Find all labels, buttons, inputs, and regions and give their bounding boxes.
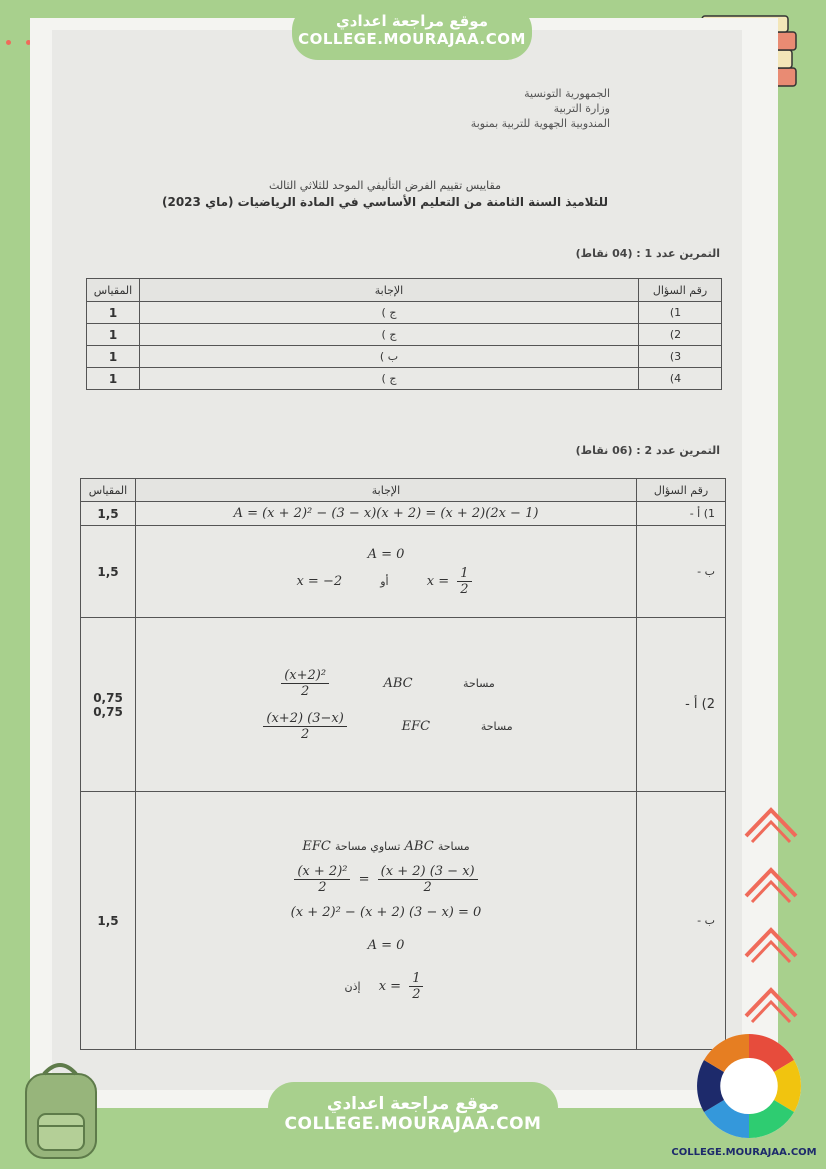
exercise-1-table [86, 278, 722, 390]
table-row [87, 368, 722, 390]
title-line-1: مقاييس تقييم الفرض التأليفي الموحد للثلاثي الثالث [269, 179, 501, 192]
answer-cell [136, 792, 637, 1050]
equation: A = 0 [367, 546, 405, 562]
header-country: الجمهورية التونسية [524, 87, 610, 100]
logo-caption: COLLEGE.MOURAJAA.COM [671, 1147, 817, 1158]
title-line-2: للتلاميذ السنة الثامنة من التعليم الأساسي في المادة الرياضيات (ماي 2023) [162, 195, 608, 209]
numerator: (x+2) (3−x) [263, 711, 346, 727]
col-answer: الإجابة [136, 479, 637, 502]
solutions [137, 566, 635, 597]
question-cell: 4) [639, 368, 722, 390]
table-row [87, 346, 722, 368]
exercise-1-heading: التمرين عدد 1 : (04 نقاط) [575, 247, 720, 260]
numerator: (x + 2) (3 − x) [378, 864, 478, 880]
statement-text: مساحة [437, 840, 470, 853]
score-cell: 1,5 [81, 792, 136, 1050]
site-url: COLLEGE.MOURAJAA.COM [298, 30, 526, 48]
col-score: المقياس [81, 479, 136, 502]
table-row [81, 502, 726, 526]
header-ministry: وزارة التربية [553, 102, 610, 115]
question-cell: 2) [639, 324, 722, 346]
fraction [263, 711, 346, 742]
conclusion [137, 971, 635, 1002]
denominator: 2 [300, 726, 310, 742]
fraction [378, 864, 478, 895]
fraction [409, 971, 423, 1002]
numerator: 1 [457, 566, 471, 582]
question-cell: 1) [639, 302, 722, 324]
site-name: موقع مراجعة اعدادي [336, 12, 488, 30]
triangle-label: ABC [383, 675, 413, 691]
question-cell: ب - [637, 792, 726, 1050]
score-cell [81, 618, 136, 792]
score-cell: 1,5 [81, 526, 136, 618]
triangle-label: EFC [302, 839, 331, 854]
answer-cell [136, 618, 637, 792]
answer-cell: ج ) [140, 324, 639, 346]
answer-cell: ج ) [140, 368, 639, 390]
col-question: رقم السؤال [637, 479, 726, 502]
question-cell: 2) أ - [637, 618, 726, 792]
exercise-2-table [80, 478, 726, 1050]
denominator: 2 [423, 880, 432, 895]
conclusion-word: إذن [344, 980, 361, 993]
score-cell: 1,5 [81, 502, 136, 526]
col-score: المقياس [87, 279, 140, 302]
or-word: أو [380, 574, 389, 588]
answer-cell: A = (x + 2)² − (3 − x)(x + 2) = (x + 2)(2x − 1) [136, 502, 637, 526]
answer-cell [136, 526, 637, 618]
area-efc [137, 711, 635, 742]
table-row [87, 324, 722, 346]
numerator: (x+2)² [281, 668, 329, 684]
score-cell: 1 [87, 368, 140, 390]
statement [137, 839, 635, 854]
denominator: 2 [318, 880, 327, 895]
equation-2: (x + 2)² − (x + 2) (3 − x) = 0 [290, 905, 482, 920]
site-banner-bottom[interactable] [268, 1082, 558, 1148]
equation-fractions: $\frac{\text{(x + 2)²}}{2}$ = $\frac{(x + 2) (3 - x)}{2}$ [137, 864, 635, 895]
document-title [150, 178, 620, 211]
fraction [457, 566, 471, 597]
numerator: (x + 2)² [294, 864, 350, 880]
triangle-label: EFC [401, 718, 431, 734]
fraction [294, 864, 350, 895]
question-cell: 1) أ - [637, 502, 726, 526]
score-cell: 1 [87, 302, 140, 324]
chevron-up-icon [738, 792, 804, 858]
denominator: 2 [460, 581, 469, 597]
solution-1: x = −2 [296, 573, 343, 589]
site-logo-icon [696, 1020, 802, 1160]
score-cell: 1 [87, 324, 140, 346]
solution-2-lhs: x = [426, 573, 450, 589]
col-question: رقم السؤال [639, 279, 722, 302]
exercise-2-heading: التمرين عدد 2 : (06 نقاط) [575, 444, 720, 457]
score-cell: 1 [87, 346, 140, 368]
denominator: 2 [412, 987, 421, 1002]
document-header [470, 86, 610, 131]
answer-cell: ج ) [140, 302, 639, 324]
conclusion-lhs: x = [378, 979, 402, 994]
table-row [81, 792, 726, 1050]
statement-text: تساوي مساحة [335, 840, 401, 853]
area-word: مساحة [463, 676, 495, 690]
equation-3: A = 0 [367, 938, 405, 953]
area-word: مساحة [480, 719, 513, 733]
triangle-label: ABC [404, 839, 434, 854]
score-2: 0,75 [93, 704, 123, 719]
numerator: 1 [409, 971, 423, 987]
table-row [81, 526, 726, 618]
denominator: 2 [300, 683, 310, 699]
score-1: 0,75 [93, 690, 123, 705]
col-answer: الإجابة [140, 279, 639, 302]
question-cell: 3) [639, 346, 722, 368]
header-directorate: المندوبية الجهوية للتربية بمنوبة [470, 117, 610, 130]
chevron-up-icon [738, 912, 804, 978]
site-url: COLLEGE.MOURAJAA.COM [284, 1114, 542, 1134]
site-banner-top[interactable] [292, 4, 532, 60]
fraction [281, 668, 329, 699]
backpack-icon [4, 1056, 116, 1162]
chevron-up-icon [738, 852, 804, 918]
question-cell: ب - [637, 526, 726, 618]
table-row [81, 618, 726, 792]
table-row [87, 302, 722, 324]
answer-cell: ب ) [140, 346, 639, 368]
area-abc [137, 668, 635, 699]
site-name: موقع مراجعة اعدادي [326, 1094, 500, 1114]
